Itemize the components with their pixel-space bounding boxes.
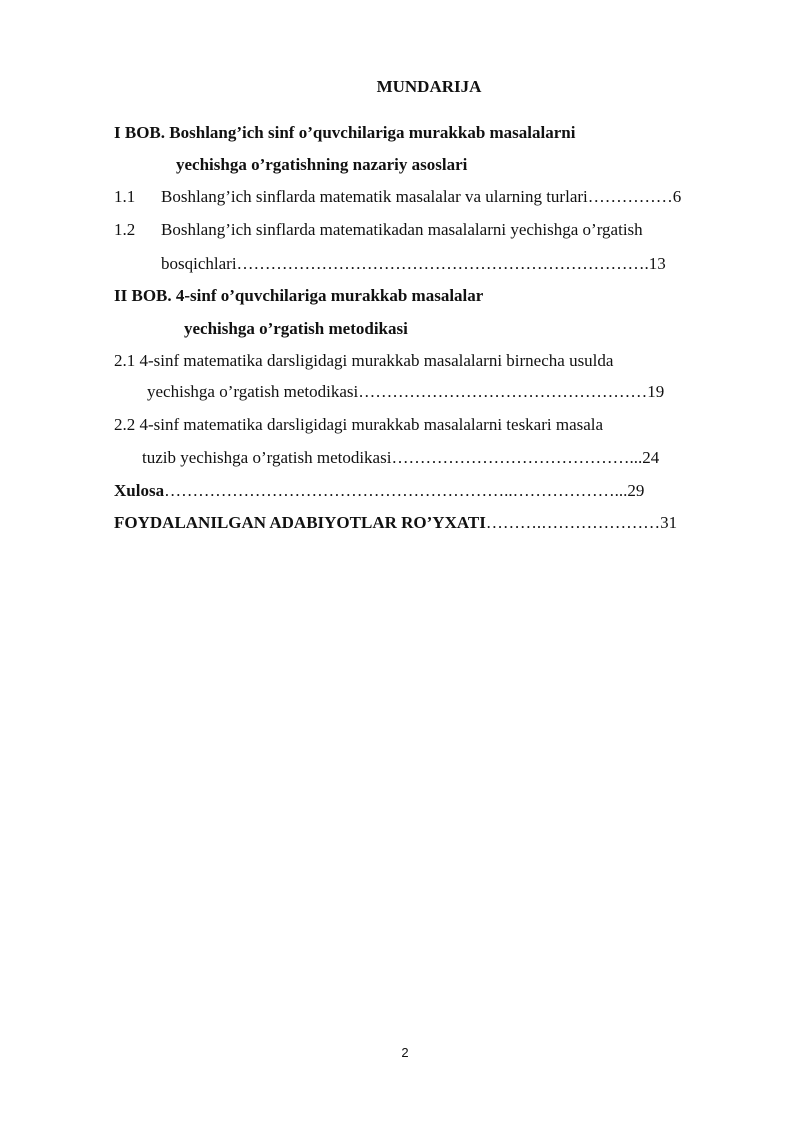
conclusion-label: Xulosa <box>114 481 165 500</box>
references-leader: ……….…………………31 <box>485 513 678 532</box>
chapter-1-title-line2: yechishga o’rgatishning nazariy asoslari <box>176 155 468 174</box>
references-label: FOYDALANILGAN ADABIYOTLAR RO’YXATI <box>114 513 486 532</box>
toc-entry-2-1-line1: 2.1 4-sinf matematika darsligidagi murakkab masalalarni birnecha usulda <box>114 351 614 370</box>
chapter-2-title-line2: yechishga o’rgatish metodikasi <box>184 319 408 338</box>
entry-number: 1.2 <box>114 220 136 239</box>
toc-entry-conclusion <box>114 480 644 502</box>
toc-entry-1-2 <box>114 219 643 241</box>
chapter-2-title-line1: II BOB. 4-sinf o’quvchilariga murakkab masalalar <box>114 286 484 305</box>
toc-entry-2-2-line1: 2.2 4-sinf matematika darsligidagi murakkab masalalarni teskari masala <box>114 415 604 434</box>
chapter-1-separator: . <box>160 123 170 142</box>
conclusion-leader: ……………………………………………………..………………...29 <box>164 481 645 500</box>
toc-entry-2-2-line2: tuzib yechishga o’rgatish metodikasi……………………………………...24 <box>142 448 660 467</box>
entry-text-line1: Boshlang’ich sinflarda matematikadan masalalarni yechishga o’rgatish <box>161 220 643 239</box>
toc-title: MUNDARIJA <box>376 77 482 96</box>
page-number: 2 <box>401 1045 409 1060</box>
toc-entry-references <box>114 512 677 534</box>
entry-text: Boshlang’ich sinflarda matematik masalalar va ularning turlari……………6 <box>161 187 682 206</box>
toc-entry-2-1-line2: yechishga o’rgatish metodikasi……………………………………………19 <box>147 382 665 401</box>
chapter-1-title-line1: Boshlang’ich sinf o’quvchilariga murakkab masalalarni <box>169 123 576 142</box>
chapter-1-heading <box>114 122 575 144</box>
toc-entry-1-1 <box>114 186 681 208</box>
entry-number: 1.1 <box>114 187 136 206</box>
toc-entry-1-2-line2: bosqichlari……………………………………………………………….13 <box>161 254 666 273</box>
chapter-1-label: I BOB <box>114 123 161 142</box>
